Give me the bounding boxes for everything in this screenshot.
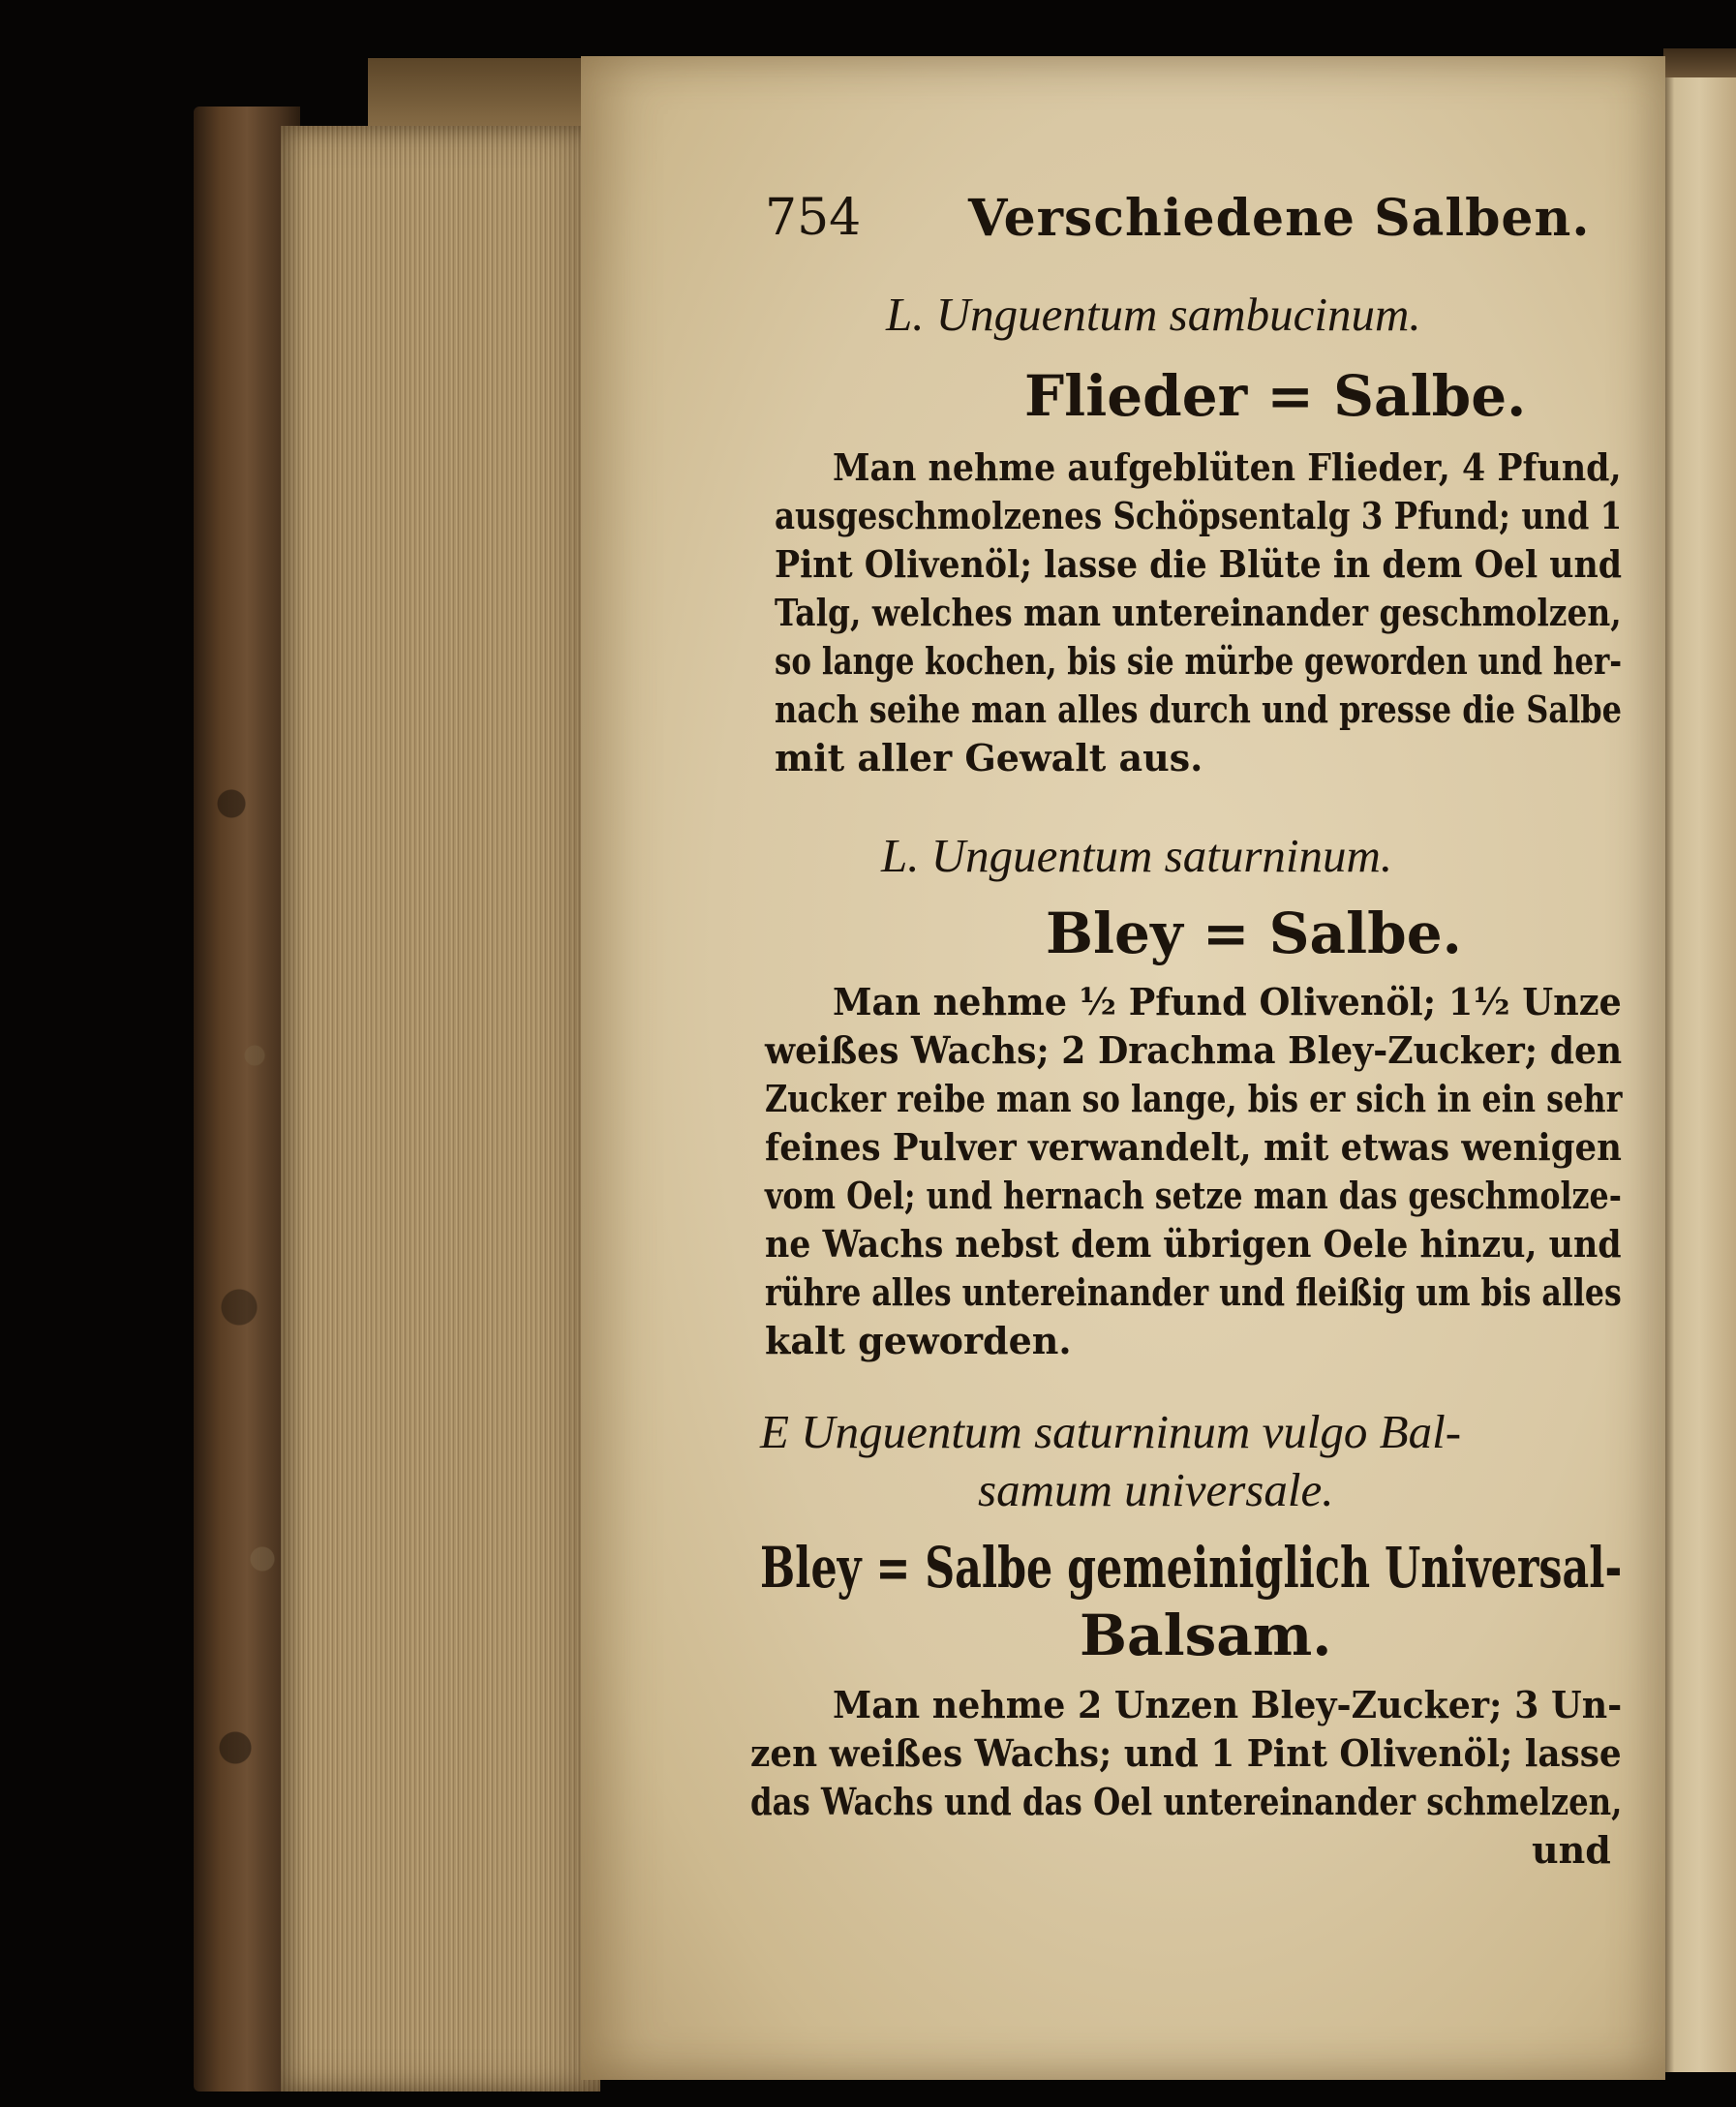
body-line: Man nehme aufgeblüten Flieder, 4 Pfund, [833, 445, 1622, 489]
body-line: vom Oel; und hernach setze man das geschmolze- [765, 1174, 1622, 1217]
body-line: rühre alles untereinander und fleißig um bis alles [765, 1270, 1622, 1314]
german-title: Bley = Salbe. [1046, 901, 1462, 966]
body-line: nach seihe man alles durch und presse die Salbe [775, 687, 1622, 731]
body-line: weißes Wachs; 2 Drachma Bley-Zucker; den [765, 1028, 1623, 1072]
german-title: Bley = Salbe gemeiniglich Universal- [760, 1535, 1623, 1601]
latin-title: L. Unguentum sambucinum. [886, 288, 1421, 341]
body-line: kalt geworden. [765, 1319, 1072, 1362]
body-line: Pint Olivenöl; lasse die Blüte in dem Oel und [775, 542, 1623, 586]
cover-marbling [208, 678, 286, 1937]
facing-page-sliver [1663, 77, 1736, 2072]
body-line: feines Pulver verwandelt, mit etwas wenigen [765, 1125, 1622, 1169]
latin-title: E Unguentum saturninum vulgo Bal- [760, 1405, 1462, 1458]
body-line: Zucker reibe man so lange, bis er sich in ein sehr [765, 1077, 1623, 1120]
body-line: zen weißes Wachs; und 1 Pint Olivenöl; lasse [750, 1731, 1622, 1775]
body-line: ausgeschmolzenes Schöpsentalg 3 Pfund; und 1 [775, 494, 1623, 537]
german-title: Flieder = Salbe. [1024, 363, 1527, 429]
body-line: Man nehme 2 Unzen Bley-Zucker; 3 Un- [833, 1683, 1623, 1726]
body-line: ne Wachs nebst dem übrigen Oele hinzu, und [765, 1222, 1622, 1266]
body-line: Man nehme ½ Pfund Olivenöl; 1½ Unze [833, 980, 1622, 1023]
page-number: 754 [765, 189, 862, 247]
page-block-top [368, 58, 600, 136]
body-line: mit aller Gewalt aus. [775, 736, 1203, 779]
german-title: Balsam. [1080, 1603, 1332, 1668]
body-line: Talg, welches man untereinander geschmolzen, [775, 591, 1622, 634]
catchword: und [1532, 1828, 1611, 1872]
page-block-edges [281, 126, 600, 2092]
running-head: Verschiedene Salben. [968, 189, 1591, 248]
body-line: das Wachs und das Oel untereinander schmelzen, [750, 1780, 1623, 1823]
latin-title: samum universale. [978, 1463, 1334, 1516]
body-line: so lange kochen, bis sie mürbe geworden und her- [775, 639, 1623, 683]
latin-title: L. Unguentum saturninum. [881, 829, 1393, 882]
